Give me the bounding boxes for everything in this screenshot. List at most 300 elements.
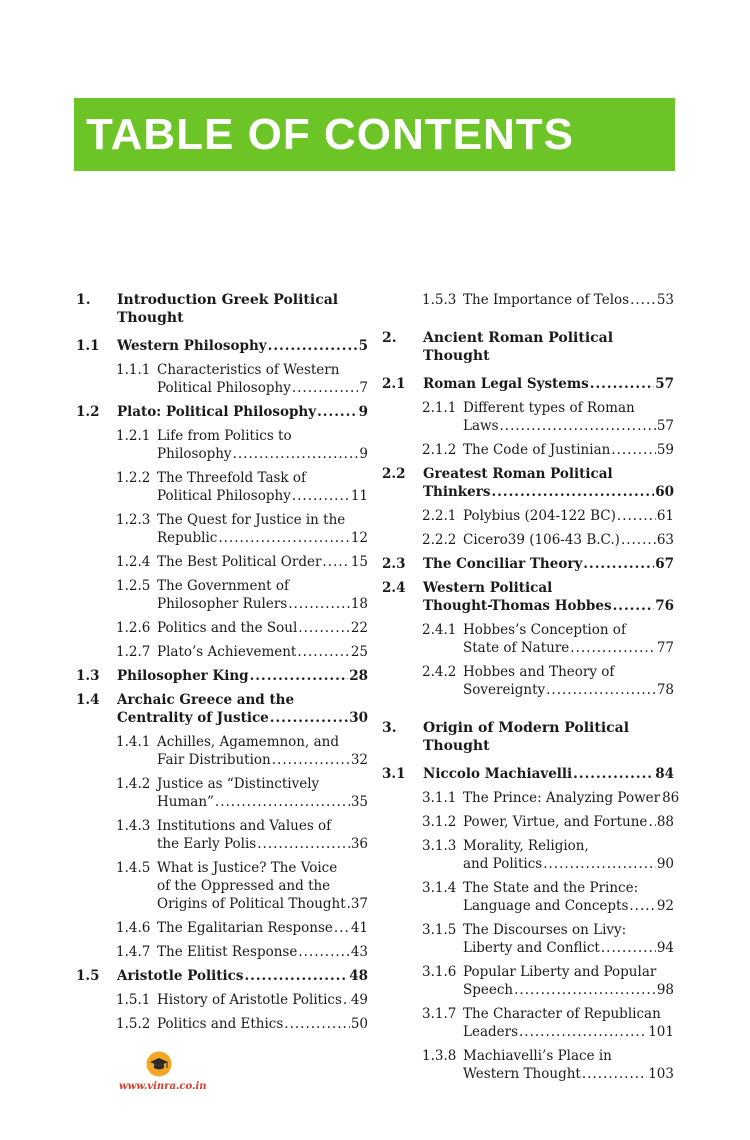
entry-leader-line [117, 667, 368, 685]
subsection-entry[interactable] [76, 817, 368, 853]
page-number: 50 [350, 1016, 368, 1032]
entry-leader-line [157, 991, 368, 1009]
entry-leader-line [157, 943, 368, 961]
dot-leader [590, 375, 654, 393]
entry-body [117, 667, 368, 685]
page-number: 9 [358, 404, 368, 420]
entry-leader-line [463, 897, 674, 915]
page-number: 30 [349, 710, 368, 726]
entry-title-line: Morality, Religion, [463, 838, 589, 854]
toc-right-column [382, 291, 680, 1083]
dot-leader [491, 483, 654, 501]
entry-title-line: Achilles, Agamemnon, and [157, 734, 339, 750]
entry-title-line: The Discourses on Livy: [463, 922, 627, 938]
subsection-entry[interactable] [76, 553, 368, 571]
entry-leader-line [157, 919, 368, 937]
entry-title-line: Greatest Roman Political [423, 466, 613, 482]
entry-title-line: Language and Concepts [463, 898, 629, 914]
entry-title-line: Archaic Greece and the [117, 692, 295, 708]
page-number: 49 [350, 992, 368, 1008]
entry-body [463, 813, 674, 831]
chapter-title: Introduction Greek Political Thought [117, 292, 339, 326]
entry-title-line: Life from Politics to [157, 428, 292, 444]
entry-number: 2.1.2 [422, 442, 457, 458]
chapter-title: Origin of Modern Political Thought [423, 720, 630, 754]
subsection-entry[interactable] [382, 621, 674, 657]
entry-title-line: Aristotle Politics [117, 968, 244, 984]
entry-leader-line [157, 553, 368, 571]
entry-title-line: Philosopher King [117, 668, 249, 684]
entry-body [157, 361, 368, 397]
entry-body [157, 817, 368, 853]
entry-title-line: What is Justice? The Voice [157, 860, 338, 876]
entry-body [463, 879, 674, 915]
dot-leader [617, 507, 656, 525]
entry-leader-line [463, 531, 674, 549]
subsection-entry[interactable] [76, 943, 368, 961]
subsection-entry[interactable] [382, 531, 674, 549]
subsection-entry[interactable] [382, 921, 674, 957]
entry-leader-line [423, 555, 674, 573]
dot-leader [257, 835, 350, 853]
dot-leader [543, 855, 656, 873]
dot-leader [244, 967, 348, 985]
entry-title-line: Centrality of Justice [117, 710, 269, 726]
dot-leader [215, 793, 350, 811]
entry-body [463, 291, 674, 309]
entry-title-line: The Code of Justinian [463, 442, 611, 458]
entry-body [157, 943, 368, 961]
dot-leader [272, 751, 350, 769]
subsection-entry[interactable] [382, 441, 674, 459]
entry-number: 1.4.1 [116, 734, 151, 750]
entry-leader-line [463, 939, 674, 957]
entry-title-line: Thinkers [423, 484, 491, 500]
entry-title-line: The Egalitarian Response [157, 920, 333, 936]
entry-title-line: Liberty and Conflict [463, 940, 600, 956]
page-number: 76 [655, 598, 674, 614]
entry-leader-line [157, 595, 368, 613]
entry-number: 1.2 [76, 404, 100, 420]
entry-leader-line [157, 619, 368, 637]
entry-leader-line [463, 789, 680, 807]
dot-leader [573, 765, 654, 783]
entry-title-line: The Quest for Justice in the [157, 512, 346, 528]
dot-leader [233, 445, 359, 463]
subsection-entry[interactable] [76, 427, 368, 463]
entry-body [117, 337, 368, 355]
page-number: 25 [350, 644, 368, 660]
dot-leader [284, 1015, 350, 1033]
dot-leader [292, 379, 359, 397]
entry-number: 2.4 [382, 580, 406, 596]
entry-number: 1.4 [76, 692, 100, 708]
dot-leader [334, 919, 350, 937]
entry-number: 3.1 [382, 766, 406, 782]
section-entry[interactable] [76, 337, 368, 355]
entry-title-line: Hobbes’s Conception of [463, 622, 626, 638]
entry-leader-line [463, 507, 674, 525]
subsection-entry[interactable] [382, 399, 674, 435]
entry-title-line: of the Oppressed and the [157, 878, 331, 894]
entry-body [463, 507, 674, 525]
subsection-entry[interactable] [382, 963, 674, 999]
entry-leader-line [463, 1023, 674, 1041]
page-number: 32 [350, 752, 368, 768]
entry-title-line: Popular Liberty and Popular [463, 964, 657, 980]
page-number: 35 [350, 794, 368, 810]
entry-title-line: The Elitist Response [157, 944, 298, 960]
chapter-number: 2. [382, 330, 397, 346]
dot-leader [629, 897, 655, 915]
section-entry[interactable] [76, 403, 368, 421]
subsection-entry[interactable] [76, 619, 368, 637]
entry-title-line: The Prince: Analyzing Power [463, 790, 661, 806]
entry-leader-line [117, 403, 368, 421]
dot-leader [268, 337, 358, 355]
page-number: 57 [655, 376, 674, 392]
entry-body [463, 531, 674, 549]
subsection-entry[interactable] [382, 1005, 674, 1041]
page-number: 94 [656, 940, 674, 956]
entry-number: 1.1 [76, 338, 100, 354]
page-number: 37 [350, 896, 368, 912]
page-number: 12 [350, 530, 368, 546]
page-number: 57 [656, 418, 674, 434]
subsection-entry[interactable] [76, 577, 368, 613]
page-title: TABLE OF CONTENTS [86, 109, 574, 159]
dot-leader [500, 417, 656, 435]
entry-leader-line [463, 441, 674, 459]
entry-body [117, 403, 368, 421]
entry-title-line: Different types of Roman [463, 400, 635, 416]
entry-number: 3.1.6 [422, 964, 457, 980]
entry-body [157, 991, 368, 1009]
chapter-number: 3. [382, 720, 397, 736]
section-entry[interactable] [382, 375, 674, 393]
section-entry[interactable] [76, 667, 368, 685]
entry-body [463, 1047, 674, 1083]
subsection-entry[interactable] [76, 733, 368, 769]
entry-title-line: Speech [463, 982, 514, 998]
page-number: 61 [656, 508, 674, 524]
page-number: 59 [656, 442, 674, 458]
chapter-heading [76, 291, 368, 327]
entry-body [157, 469, 368, 505]
entry-title-line: Cicero39 (106-43 B.C.) [463, 532, 620, 548]
entry-title-line: Hobbes and Theory of [463, 664, 615, 680]
subsection-entry[interactable] [382, 507, 674, 525]
page-number: 86 [662, 790, 680, 806]
entry-title-line: The Threefold Task of [157, 470, 307, 486]
entry-number: 1.4.5 [116, 860, 151, 876]
entry-number: 2.4.1 [422, 622, 457, 638]
entry-title-line: Politics and Ethics [157, 1016, 284, 1032]
page-number: 53 [656, 292, 674, 308]
entry-leader-line [463, 813, 674, 831]
entry-leader-line [423, 765, 674, 783]
page-number: 92 [656, 898, 674, 914]
entry-title-line: Western Philosophy [117, 338, 267, 354]
entry-title-line: Republic [157, 530, 218, 546]
entry-body [157, 553, 368, 571]
entry-body [463, 663, 674, 699]
entry-body [463, 1005, 674, 1041]
graduation-cap-icon [146, 1051, 172, 1077]
entry-leader-line [463, 417, 674, 435]
entry-title-line: Sovereignty [463, 682, 546, 698]
page-number: 77 [656, 640, 674, 656]
page-number: 15 [350, 554, 368, 570]
entry-leader-line [117, 337, 368, 355]
entry-title-line: The Importance of Telos [463, 292, 630, 308]
entry-body [423, 465, 674, 501]
subsection-entry[interactable] [76, 511, 368, 547]
subsection-entry[interactable] [382, 813, 674, 831]
entry-number: 3.1.1 [422, 790, 457, 806]
dot-leader [347, 895, 350, 913]
title-banner [74, 98, 675, 171]
entry-number: 1.3 [76, 668, 100, 684]
page-number: 41 [350, 920, 368, 936]
entry-leader-line [157, 445, 368, 463]
page-number: 84 [655, 766, 674, 782]
dot-leader [514, 981, 656, 999]
entry-title-line: Western Political [423, 580, 553, 596]
subsection-entry[interactable] [382, 663, 674, 699]
page-number: 36 [350, 836, 368, 852]
entry-leader-line [463, 855, 674, 873]
dot-leader [322, 553, 349, 571]
entry-leader-line [463, 639, 674, 657]
entry-title-line: State of Nature [463, 640, 570, 656]
entry-number: 3.1.4 [422, 880, 457, 896]
entry-leader-line [157, 1015, 368, 1033]
entry-title-line: The Conciliar Theory [423, 556, 583, 572]
entry-leader-line [463, 1065, 674, 1083]
page-number: 43 [350, 944, 368, 960]
entry-body [117, 691, 368, 727]
entry-body [463, 963, 674, 999]
chapter-heading [382, 719, 674, 755]
entry-body [157, 733, 368, 769]
spacer [382, 365, 674, 375]
section-entry[interactable] [382, 765, 674, 783]
entry-number: 3.1.7 [422, 1006, 457, 1022]
page-number: 101 [648, 1024, 674, 1040]
entry-leader-line [157, 835, 368, 853]
entry-number: 3.1.3 [422, 838, 457, 854]
page-number: 28 [349, 668, 368, 684]
entry-body [463, 837, 674, 873]
entry-body [463, 621, 674, 657]
subsection-entry[interactable] [382, 1047, 674, 1083]
entry-number: 2.3 [382, 556, 406, 572]
entry-leader-line [463, 291, 674, 309]
entry-title-line: Leaders [463, 1024, 519, 1040]
dot-leader [601, 939, 656, 957]
page-number: 88 [656, 814, 674, 830]
entry-title-line: The Character of Republican [463, 1006, 661, 1022]
entry-title-line: Political Philosophy [157, 380, 291, 396]
dot-leader [298, 619, 350, 637]
chapter-heading [382, 329, 674, 365]
spacer [382, 699, 674, 719]
dot-leader [648, 813, 655, 831]
section-entry[interactable] [382, 555, 674, 573]
entry-title-line: The State and the Prince: [463, 880, 639, 896]
entry-leader-line [157, 379, 368, 397]
entry-number: 1.4.6 [116, 920, 151, 936]
entry-body [157, 619, 368, 637]
entry-leader-line [423, 597, 674, 615]
subsection-entry[interactable] [76, 775, 368, 811]
dot-leader [292, 487, 350, 505]
section-entry[interactable] [76, 967, 368, 985]
subsection-entry[interactable] [76, 859, 368, 913]
entry-body [157, 511, 368, 547]
section-entry[interactable] [382, 579, 674, 615]
entry-number: 1.5 [76, 968, 100, 984]
entry-number: 1.2.4 [116, 554, 151, 570]
subsection-entry[interactable] [76, 919, 368, 937]
entry-number: 1.2.6 [116, 620, 151, 636]
dot-leader [297, 643, 349, 661]
entry-title-line: and Politics [463, 856, 543, 872]
entry-title-line: Western Thought [463, 1066, 581, 1082]
entry-body [157, 919, 368, 937]
entry-body [117, 967, 368, 985]
entry-body [423, 375, 674, 393]
page-number: 67 [655, 556, 674, 572]
dot-leader [218, 529, 349, 547]
entry-title-line: Philosophy [157, 446, 232, 462]
dot-leader [611, 441, 656, 459]
footer-url[interactable]: www.vinra.co.in [119, 1081, 207, 1092]
entry-number: 1.2.2 [116, 470, 151, 486]
page-number: 60 [655, 484, 674, 500]
dot-leader [250, 667, 349, 685]
entry-leader-line [157, 793, 368, 811]
entry-body [157, 427, 368, 463]
subsection-entry[interactable] [382, 879, 674, 915]
entry-leader-line [157, 895, 368, 913]
entry-number: 1.5.3 [422, 292, 457, 308]
entry-title-line: Origins of Political Thought [157, 896, 346, 912]
entry-number: 1.4.7 [116, 944, 151, 960]
subsection-entry[interactable] [382, 837, 674, 873]
page-number: 98 [656, 982, 674, 998]
entry-title-line: Institutions and Values of [157, 818, 332, 834]
entry-title-line: Justice as “Distinctively [157, 776, 320, 792]
entry-number: 3.1.2 [422, 814, 457, 830]
entry-number: 2.2.1 [422, 508, 457, 524]
entry-title-line: Characteristics of Western [157, 362, 340, 378]
entry-title-line: Thought-Thomas Hobbes [423, 598, 612, 614]
entry-body [423, 765, 674, 783]
entry-leader-line [117, 967, 368, 985]
subsection-entry[interactable] [76, 1015, 368, 1033]
entry-leader-line [423, 483, 674, 501]
entry-title-line: Philosopher Rulers [157, 596, 288, 612]
entry-leader-line [157, 487, 368, 505]
dot-leader [613, 597, 655, 615]
entry-title-line: Plato: Political Philosophy [117, 404, 317, 420]
entry-title-line: Laws [463, 418, 499, 434]
entry-number: 1.4.2 [116, 776, 151, 792]
dot-leader [270, 709, 348, 727]
page-number: 22 [350, 620, 368, 636]
subsection-entry[interactable] [76, 991, 368, 1009]
dot-leader [621, 531, 656, 549]
entry-number: 1.5.2 [116, 1016, 151, 1032]
entry-number: 1.2.3 [116, 512, 151, 528]
entry-title-line: Human” [157, 794, 214, 810]
entry-number: 2.4.2 [422, 664, 457, 680]
page-number: 9 [359, 446, 368, 462]
entry-title-line: The Government of [157, 578, 289, 594]
page-number: 18 [350, 596, 368, 612]
page-number: 103 [648, 1066, 674, 1082]
entry-title-line: the Early Polis [157, 836, 257, 852]
entry-number: 1.2.7 [116, 644, 151, 660]
page-number: 7 [359, 380, 368, 396]
dot-leader [317, 403, 358, 421]
page-number: 63 [656, 532, 674, 548]
subsection-entry[interactable] [76, 469, 368, 505]
entry-title-line: Niccolo Machiavelli [423, 766, 573, 782]
subsection-entry[interactable] [76, 643, 368, 661]
entry-title-line: Plato’s Achievement [157, 644, 297, 660]
spacer [382, 309, 674, 329]
entry-title-line: History of Aristotle Politics [157, 992, 342, 1008]
entry-title-line: Polybius (204-122 BC) [463, 508, 616, 524]
entry-title-line: Machiavelli’s Place in [463, 1048, 612, 1064]
page-number: 5 [358, 338, 368, 354]
entry-body [423, 579, 674, 615]
section-entry[interactable] [76, 691, 368, 727]
subsection-entry[interactable] [76, 361, 368, 397]
page-number: 11 [350, 488, 368, 504]
entry-number: 1.3.8 [422, 1048, 457, 1064]
entry-body [157, 643, 368, 661]
entry-number: 1.4.3 [116, 818, 151, 834]
entry-number: 1.2.1 [116, 428, 151, 444]
dot-leader [582, 1065, 647, 1083]
entry-number: 1.5.1 [116, 992, 151, 1008]
subsection-entry[interactable] [382, 789, 680, 807]
entry-leader-line [117, 709, 368, 727]
entry-title-line: Power, Virtue, and Fortune [463, 814, 648, 830]
entry-number: 3.1.5 [422, 922, 457, 938]
entry-leader-line [157, 751, 368, 769]
page-number: 90 [656, 856, 674, 872]
entry-body [463, 441, 674, 459]
entry-body [463, 399, 674, 435]
page-number: 48 [349, 968, 368, 984]
entry-number: 1.2.5 [116, 578, 151, 594]
chapter-title: Ancient Roman Political Thought [423, 330, 614, 364]
entry-title-line: Roman Legal Systems [423, 376, 589, 392]
entry-leader-line [423, 375, 674, 393]
entry-number: 2.2 [382, 466, 406, 482]
entry-number: 2.1.1 [422, 400, 457, 416]
section-entry[interactable] [382, 465, 674, 501]
spacer [76, 327, 368, 337]
dot-leader [343, 991, 350, 1009]
subsection-entry[interactable] [382, 291, 674, 309]
entry-number: 2.2.2 [422, 532, 457, 548]
